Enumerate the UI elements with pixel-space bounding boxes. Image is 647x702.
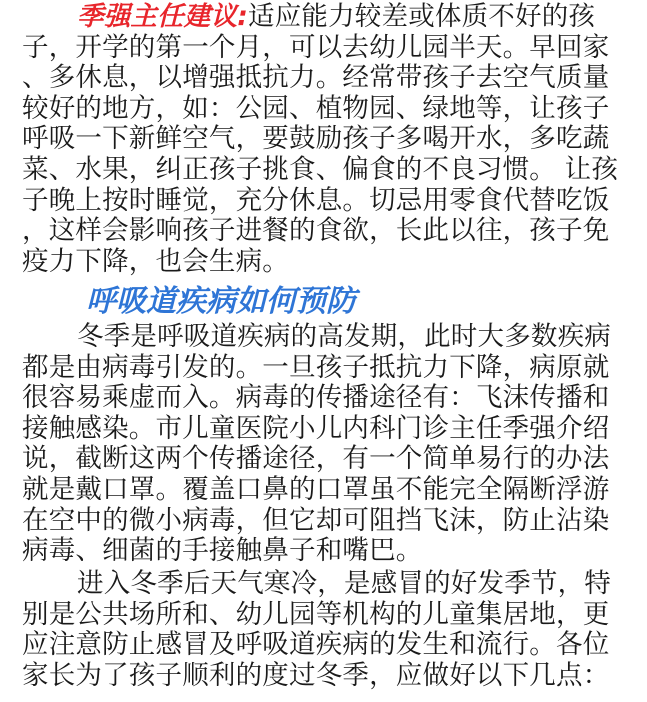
advice-text-line: 疫力下降，也会生病。 (22, 245, 289, 277)
paragraph-line: 别是公共场所和、幼儿园等机构的儿童集居地，更 (22, 598, 610, 630)
advice-label: 季强主任建议: (77, 1, 248, 32)
advice-text-line: 、多休息，以增强抵抗力。经常带孩子去空气质量 (22, 62, 610, 94)
advice-text-line: 适应能力较差或体质不好的孩 (248, 1, 596, 32)
paragraph-line: 冬季是呼吸道疾病的高发期，此时大多数疾病 (77, 321, 611, 352)
paragraph-line: 接触感染。市儿童医院小儿内科门诊主任季强介绍 (22, 412, 610, 444)
winter-paragraph (22, 569, 628, 691)
paragraph-line: 都是由病毒引发的。一旦孩子抵抗力下降，病原就 (22, 351, 610, 383)
advice-line-1 (22, 2, 628, 33)
advice-text-line: 菜、水果，纠正孩子挑食、偏食的不良习惯。 让孩 (22, 153, 619, 185)
advice-paragraph (22, 2, 628, 277)
paragraph-line: 很容易乘虚而入。病毒的传播途径有：飞沫传播和 (22, 382, 610, 414)
paragraph-line: 说，截断这两个传播途径，有一个简单易行的办法 (22, 443, 610, 475)
prevention-paragraph (22, 322, 628, 567)
paragraph-line: 在空中的微小病毒，但它却可阻挡飞沫，防止沾染 (22, 504, 610, 536)
paragraph-line: 家长为了孩子顺利的度过冬季，应做好以下几点： (22, 659, 610, 691)
advice-text-line: 较好的地方，如：公园、植物园、绿地等，让孩子 (22, 92, 610, 124)
advice-text-line: 呼吸一下新鲜空气，要鼓励孩子多喝开水，多吃蔬 (22, 123, 610, 155)
advice-text-line: ，这样会影响孩子进餐的食欲，长此以往，孩子免 (22, 215, 610, 247)
section-heading: 呼吸道疾病如何预防 (86, 284, 356, 319)
paragraph-line: 就是戴口罩。覆盖口鼻的口罩虽不能完全隔断浮游 (22, 473, 610, 505)
paragraph-line: 病毒、细菌的手接触鼻子和嘴巴。 (22, 535, 423, 567)
advice-text-line: 子，开学的第一个月，可以去幼儿园半天。早回家 (22, 31, 610, 63)
advice-text-line: 子晚上按时睡觉，充分休息。切忌用零食代替吃饭 (22, 184, 610, 216)
paragraph-line: 进入冬季后天气寒冷，是感冒的好发季节，特 (77, 568, 611, 599)
paragraph-line: 应注意防止感冒及呼吸道疾病的发生和流行。各位 (22, 629, 610, 661)
